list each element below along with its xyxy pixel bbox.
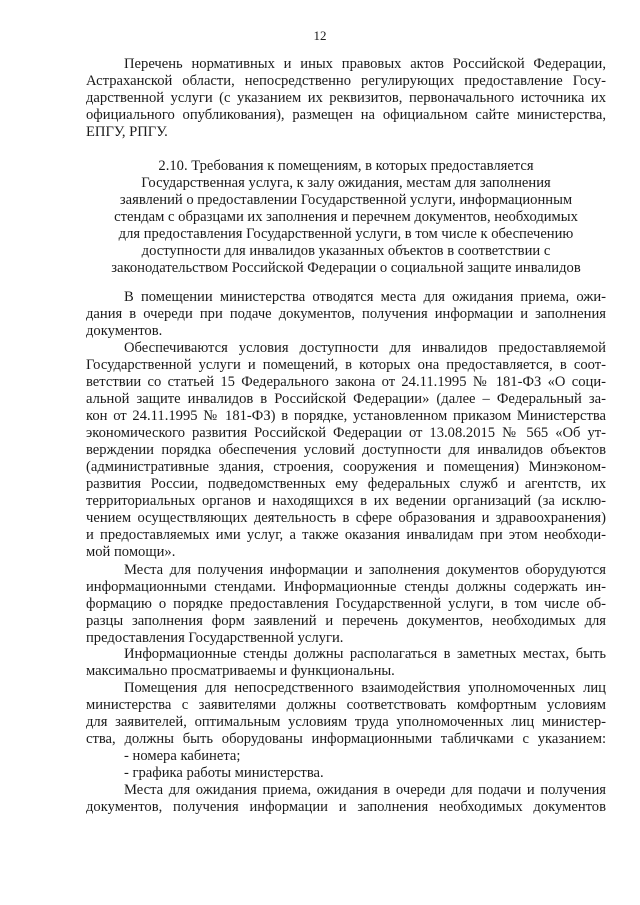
section-heading-line: доступности для инвалидов указанных объектов в соответствии с bbox=[141, 243, 551, 259]
paragraph-line: документов, получения информации и заполнения необходимых документов bbox=[86, 799, 606, 815]
paragraph-line: Обеспечиваются условия доступности для инвалидов предоставляемой bbox=[124, 340, 606, 356]
paragraph-line: ветствии со статьей 15 Федерального закона от 24.11.1995 № 181-ФЗ «О соци- bbox=[86, 374, 606, 390]
paragraph-line: экономического развития Российской Федерации от 13.08.2015 № 565 «Об ут- bbox=[86, 425, 606, 441]
paragraph-line: Астраханской области, непосредственно регулирующих предоставление Госу- bbox=[86, 73, 606, 89]
paragraph-line: информационными стендами. Информационные стенды должны содержать ин- bbox=[86, 579, 606, 595]
paragraph-line: кон от 24.11.1995 № 181-ФЗ) в порядке, установленном приказом Министерства bbox=[86, 408, 606, 424]
paragraph-line: - номера кабинета; bbox=[124, 748, 241, 764]
paragraph-line: разцы заполнения форм заявлений и перечень документов, необходимых для bbox=[86, 613, 606, 629]
paragraph-line: Государственной услуги и помещений, в которых она предоставляется, в соот- bbox=[86, 357, 606, 373]
section-heading-line: Государственная услуга, к залу ожидания, местам для заполнения bbox=[141, 175, 551, 191]
paragraph-line: документов. bbox=[86, 323, 163, 339]
paragraph-line: ства, должны быть оборудованы информационными табличками с указанием: bbox=[86, 731, 606, 747]
page-number: 12 bbox=[313, 28, 327, 43]
paragraph-line: территориальных органов и находящихся в их ведении организаций (за исклю- bbox=[86, 493, 606, 509]
paragraph-line: формацию о порядке предоставления Государственной услуги, в том числе об- bbox=[86, 596, 606, 612]
section-heading-line: для предоставления Государственной услуги, в том числе к обеспечению bbox=[118, 226, 574, 242]
paragraph-line: ЕПГУ, РПГУ. bbox=[86, 124, 168, 140]
paragraph-line: дарственной услуги (с указанием их реквизитов, первоначального источника их bbox=[86, 90, 606, 106]
paragraph-line: дания в очереди при подаче документов, получения информации и заполнения bbox=[86, 306, 606, 322]
paragraph-line: для заявителей, оптимальным условиям труда уполномоченных лиц министер- bbox=[86, 714, 606, 730]
paragraph-line: (административные здания, строения, сооружения и помещения) Минэконом- bbox=[86, 459, 606, 475]
paragraph-line: верждении порядка обеспечения условий доступности для инвалидов объектов bbox=[86, 442, 606, 458]
paragraph-line: альной защите инвалидов в Российской Федерации» (далее – Федеральный за- bbox=[86, 391, 606, 407]
section-heading-line: стендам с образцами их заполнения и перечнем документов, необходимых bbox=[114, 209, 578, 225]
paragraph-line: Перечень нормативных и иных правовых актов Российской Федерации, bbox=[124, 56, 606, 72]
paragraph-line: и предоставляемых ими услуг, а также оказания инвалидам при этом необходи- bbox=[86, 527, 606, 543]
paragraph-line: чением осуществляющих деятельность в сфере образования и здравоохранения) bbox=[86, 510, 606, 526]
paragraph-line: В помещении министерства отводятся места для ожидания приема, ожи- bbox=[124, 289, 606, 305]
paragraph-line: предоставления Государственной услуги. bbox=[86, 630, 344, 646]
paragraph-line: Места для получения информации и заполнения документов оборудуются bbox=[124, 562, 606, 578]
paragraph-line: максимально просматриваемы и функциональны. bbox=[86, 663, 395, 679]
paragraph-line: Информационные стенды должны располагаться в заметных местах, быть bbox=[124, 646, 606, 662]
section-heading-line: заявлений о предоставлении Государственной услуги, информационным bbox=[119, 192, 573, 208]
paragraph-line: министерства с заявителями должны соответствовать комфортным условиям bbox=[86, 697, 606, 713]
paragraph-line: официального опубликования), размещен на официальном сайте министерства, bbox=[86, 107, 606, 123]
paragraph-line: развития России, подведомственных ему федеральных служб и агентств, их bbox=[86, 476, 606, 492]
section-heading-line: 2.10. Требования к помещениям, в которых предоставляется bbox=[158, 158, 534, 174]
paragraph-line: Помещения для непосредственного взаимодействия уполномоченных лиц bbox=[124, 680, 606, 696]
paragraph-line: Места для ожидания приема, ожидания в очереди для подачи и получения bbox=[124, 782, 606, 798]
paragraph-line: мой помощи». bbox=[86, 544, 176, 560]
section-heading-line: законодательством Российской Федерации о социальной защите инвалидов bbox=[111, 260, 581, 276]
paragraph-line: - графика работы министерства. bbox=[124, 765, 324, 781]
